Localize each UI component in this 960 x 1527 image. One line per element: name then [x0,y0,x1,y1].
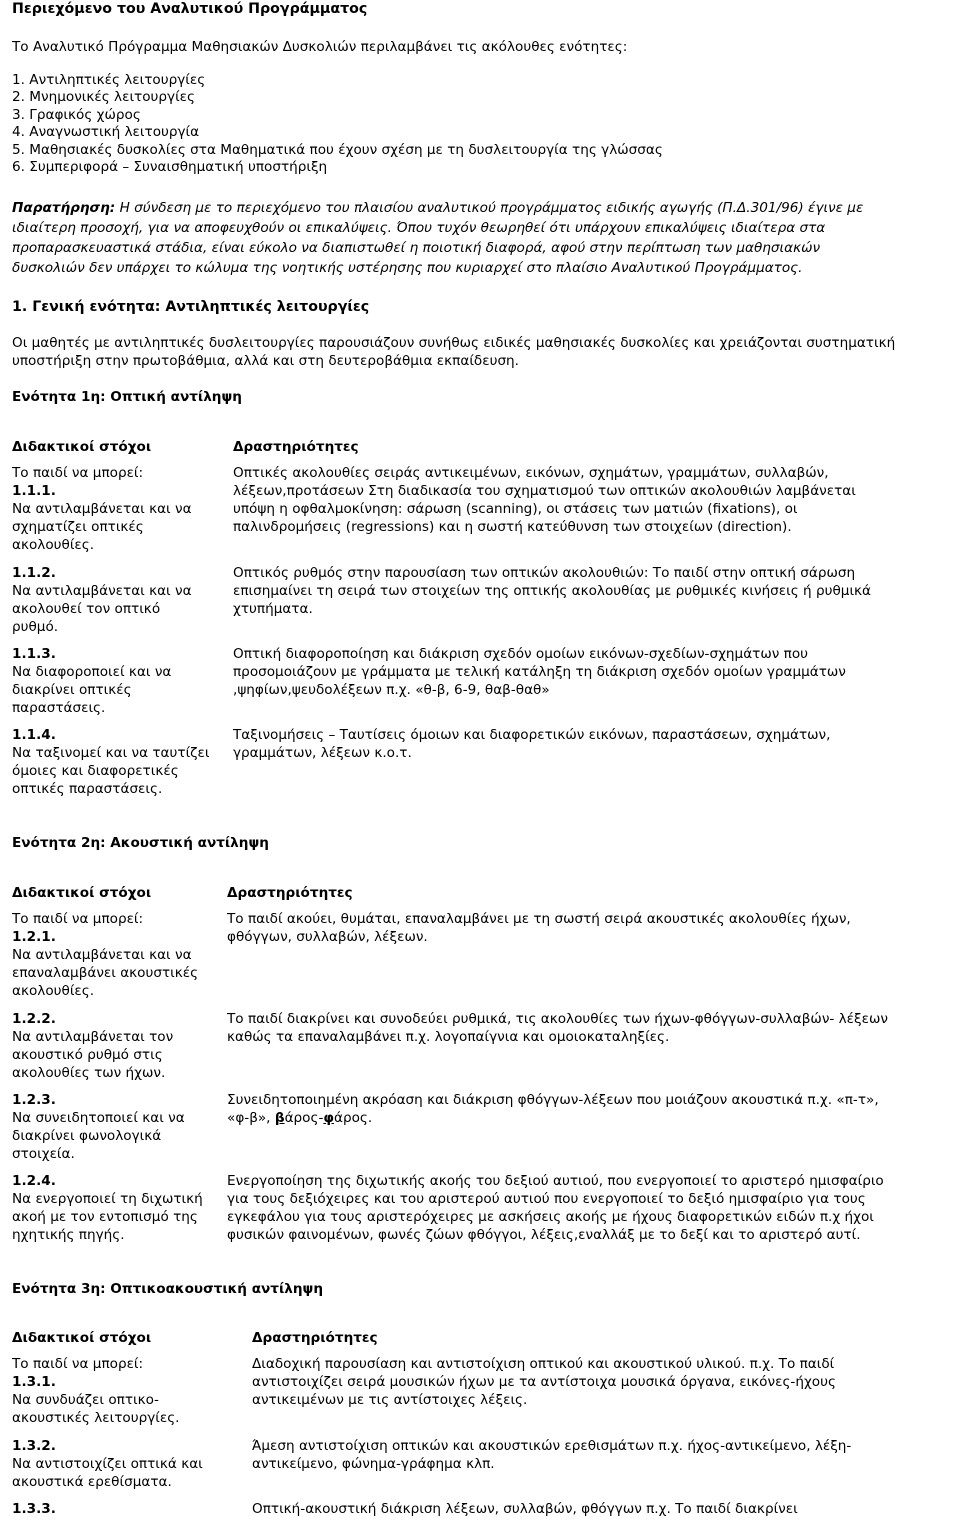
activity-cell [227,1010,952,1046]
goal-line: Να αντιλαμβάνεται τον [12,1029,174,1045]
goal-cell [12,564,222,636]
activity-line: επισημαίνει τη σειρά των στοιχείων της οπτικής ακολουθίας με ρυθμικές κινήσεις ή ρυθμικά [233,583,872,599]
goal-id: 1.2.1. [12,929,56,945]
goal-line: όμοιες και διαφορετικές [12,763,179,779]
activity-line: Οπτικός ρυθμός στην παρουσίαση των οπτικών ακολουθιών: Το παιδί στην οπτική σάρωση [233,565,856,581]
activity-line: Το παιδί διακρίνει και συνοδεύει ρυθμικά, τις ακολουθίες των ήχων-φθόγγων-συλλαβών- λέξεων [227,1011,888,1027]
activity-cell [252,1355,952,1409]
goal-cell [12,1091,217,1163]
goal-line: ακολουθίες. [12,537,95,553]
paragraph-line: υποστήριξη στην πρωτοβάθμια, αλλά και στη δευτεροβάθμια εκπαίδευση. [12,353,519,369]
goal-cell [12,645,222,717]
unit-heading: Ενότητα 1η: Οπτική αντίληψη [12,389,242,405]
activity-cell [233,726,948,762]
goal-line: διακρίνει οπτικές [12,682,132,698]
toc-list [12,72,663,176]
activity-line: Το παιδί ακούει, θυμάται, επαναλαμβάνει με τη σωστή σειρά ακουστικές ακολουθίες ήχων, [227,911,851,927]
note-line: ιδιαίτερη προσοχή, για να αποφευχθούν οι επικαλύψεις. Όπου τυχόν θεωρηθεί ότι υπάρχουν επικαλύψεις ιδιαίτερα στα [12,220,826,236]
goal-line: Το παιδί να μπορεί: [12,465,144,481]
goal-line: οπτικές παραστάσεις. [12,781,163,797]
goal-id: 1.3.2. [12,1438,56,1454]
goal-line: σχηματίζει οπτικές [12,519,144,535]
goal-line: Να ταξινομεί και να ταυτίζει [12,745,210,761]
activity-line: γραμμάτων, λέξεων κ.ο.τ. [233,745,412,761]
goals-column-header: Διδακτικοί στόχοι [12,439,152,455]
goal-cell [12,1500,242,1518]
goal-line: διακρίνει φωνολογικά [12,1128,162,1144]
activity-line: λέξεων,προτάσεων Στη διαδικασία του σχηματισμού των οπτικών ακολουθιών λαμβάνεται [233,483,856,499]
activity-line: Ταξινομήσεις – Ταυτίσεις όμοιων και διαφορετικών εικόνων, παραστάσεων, σχημάτων, [233,727,831,743]
goal-line: Να συνειδητοποιεί και να [12,1110,185,1126]
goal-cell [12,1010,217,1082]
note-line [12,198,942,218]
activity-line: υπόψη η οφθαλμοκίνηση: σάρωση (scanning), οι στάσεις των ματιών (fixations), οι [233,501,798,517]
toc-item: 5. Μαθησιακές δυσκολίες στα Μαθηματικά που έχουν σχέση με τη δυσλειτουργία της γλώσσας [12,141,663,158]
toc-item: 2. Μνημονικές λειτουργίες [12,89,196,106]
toc-item: 1. Αντιληπτικές λειτουργίες [12,72,206,88]
goal-line: Να συνδυάζει οπτικο- [12,1392,159,1408]
activity-cell [233,564,948,618]
activity-line: αντικειμένων με τις αντίστοιχες λέξεις. [252,1392,528,1408]
goal-id: 1.1.1. [12,483,56,499]
activity-line: Συνειδητοποιημένη ακρόαση και διάκριση φθόγγων-λέξεων που μοιάζουν ακουστικά π.χ. «π-τ», [227,1092,879,1108]
activity-cell [252,1500,952,1518]
goal-line: ακολουθίες. [12,983,95,999]
goal-line: ηχητικής πηγής. [12,1227,125,1243]
activity-line: εγκεφάλου για τους αριστερόχειρες με ασκήσεις ακοής με ήχους διαφορετικών ειδών π.χ ήχοι [227,1209,874,1225]
activity-line: για τους δεξιόχειρες και του αριστερού αυτιού που ενεργοποιεί το δεξιό ημισφαίριο για τους [227,1191,866,1207]
activity-line: αντικείμενο, φώνημα-γράφημα κλπ. [252,1456,495,1472]
goal-cell [12,1172,217,1244]
goals-column-header: Διδακτικοί στόχοι [12,1330,152,1346]
goal-line: Το παιδί να μπορεί: [12,911,144,927]
activity-line: φθόγγων, συλλαβών, λέξεων. [227,929,428,945]
toc-item: 4. Αναγνωστική λειτουργία [12,124,200,141]
activity-line: Διαδοχική παρουσίαση και αντιστοίχιση οπτικού και ακουστικού υλικού. π.χ. Το παιδί [252,1356,835,1372]
highlight-letter: β [274,1110,285,1126]
goal-cell [12,910,217,1000]
goal-id: 1.2.4. [12,1173,56,1189]
goal-id: 1.1.2. [12,565,56,581]
goal-line: παραστάσεις. [12,700,106,716]
activity-line: χτυπήματα. [233,601,313,617]
activity-line: προσομοιάζουν με γράμματα με τελική κατάληξη τη διάκριση σχεδόν ομοίων γραμμάτων [233,664,846,680]
section-heading: 1. Γενική ενότητα: Αντιληπτικές λειτουργίες [12,299,370,315]
toc-item: 6. Συμπεριφορά – Συναισθηματική υποστήριξη [12,158,328,175]
activity-cell [233,464,948,536]
goal-line: ακολουθεί τον οπτικό [12,601,161,617]
toc-item: 3. Γραφικός χώρος [12,106,141,123]
goal-id: 1.3.3. [12,1501,56,1517]
goal-id: 1.1.3. [12,646,56,662]
goal-line: ακουστικό ρυθμό στις [12,1047,163,1063]
goal-id: 1.1.4. [12,727,56,743]
activities-column-header: Δραστηριότητες [252,1330,378,1346]
goal-cell [12,464,222,554]
activity-line: Άμεση αντιστοίχιση οπτικών και ακουστικών ερεθισμάτων π.χ. ήχος-αντικείμενο, λέξη- [252,1438,852,1454]
activity-text: άρος- [284,1110,324,1126]
goal-id: 1.3.1. [12,1374,56,1390]
unit-heading: Ενότητα 2η: Ακουστική αντίληψη [12,835,269,851]
goal-line: Να αντιστοιχίζει οπτικά και [12,1456,203,1472]
goal-cell [12,726,222,798]
goal-line: ακουστικά ερεθίσματα. [12,1474,172,1490]
activity-text: «φ-β», [227,1110,275,1126]
activity-line: καθώς τα επαναλαμβάνει π.χ. λογοπαίγνια και ομοιοκαταληξίες. [227,1029,670,1045]
goal-line: Να αντιλαμβάνεται και να [12,501,192,517]
activity-cell [252,1437,952,1473]
activity-line: αντιστοιχίζει σειρά μουσικών ήχων με τα αντίστοιχα μουσικά όργανα, εικόνες-ήχους [252,1374,836,1390]
goal-cell [12,1437,242,1491]
goal-line: Να ενεργοποιεί τη διχωτική [12,1191,203,1207]
activity-line [227,1109,952,1127]
goal-line: ρυθμό. [12,619,59,635]
page-title: Περιεχόμενο του Αναλυτικού Προγράμματος [12,1,368,17]
note-block [12,198,942,278]
activity-cell [227,1091,952,1127]
goal-line: Να αντιλαμβάνεται και να [12,947,192,963]
activity-cell [227,910,952,946]
activities-column-header: Δραστηριότητες [233,439,359,455]
goal-line: ακουστικές λειτουργίες. [12,1410,180,1426]
goals-column-header: Διδακτικοί στόχοι [12,885,152,901]
note-label: Παρατήρηση: [12,200,116,216]
intro-text: Το Αναλυτικό Πρόγραμμα Μαθησιακών Δυσκολιών περιλαμβάνει τις ακόλουθες ενότητες: [12,39,628,55]
activity-cell [233,645,948,699]
unit-heading: Ενότητα 3η: Οπτικοακουστική αντίληψη [12,1281,324,1297]
activity-line: Οπτική-ακουστική διάκριση λέξεων, συλλαβών, φθόγγων π.χ. Το παιδί διακρίνει [252,1501,798,1517]
activity-line: ,ψηφίων,ψευδολέξεων π.χ. «θ-β, 6-9, θαβ-θαθ» [233,682,550,698]
note-line: προπαρασκευαστικά στάδια, είναι εύκολο να διαπιστωθεί η ποιοτική διαφορά, αφού στην περίπτωση των μαθησιακών [12,240,821,256]
goal-line: Να διαφοροποιεί και να [12,664,172,680]
goal-id: 1.2.2. [12,1011,56,1027]
goal-line: επαναλαμβάνει ακουστικές [12,965,199,981]
activity-line: Οπτικές ακολουθίες σειράς αντικειμένων, εικόνων, σχημάτων, γραμμάτων, συλλαβών, [233,465,829,481]
activity-line: Οπτική διαφοροποίηση και διάκριση σχεδόν ομοίων εικόνων-σχεδίων-σχημάτων που [233,646,809,662]
note-line: δυσκολιών δεν υπάρχει το κώλυμα της νοητικής υστέρησης που κυριαρχεί στο πλαίσιο Αναλυτικού Προγράμματος. [12,260,803,276]
activities-column-header: Δραστηριότητες [227,885,353,901]
goal-line: Το παιδί να μπορεί: [12,1356,144,1372]
goal-line: ακοή με τον εντοπισμό της [12,1209,198,1225]
goal-cell [12,1355,242,1427]
activity-line: φυσικών φαινομένων, φωνές ζώων φθόγγοι, λέξεις,εναλλάξ με το δεξί και το αριστερό αυτί. [227,1227,861,1243]
note-text: Η σύνδεση με το περιεχόμενο του πλαισίου αναλυτικού προγράμματος ειδικής αγωγής (Π.Δ.301/96) έγινε με [119,200,864,216]
highlight-letter: φ [323,1110,334,1126]
activity-line: Ενεργοποίηση της διχωτικής ακοής του δεξιού αυτιού, που ενεργοποιεί το αριστερό ημισφαίριο [227,1173,884,1189]
section-paragraph [12,334,952,370]
goal-line: στοιχεία. [12,1146,75,1162]
goal-line: ακολουθίες των ήχων. [12,1065,166,1081]
activity-text: άρος. [334,1110,373,1126]
activity-cell [227,1172,952,1244]
activity-line: παλινδρομήσεις (regressions) και η σωστή κατεύθυνση των στοιχείων (direction). [233,519,792,535]
paragraph-line: Οι μαθητές με αντιληπτικές δυσλειτουργίες παρουσιάζουν συνήθως ειδικές μαθησιακές δυσκολίες και χρειάζονται συστηματική [12,335,896,351]
goal-line: Να αντιλαμβάνεται και να [12,583,192,599]
goal-id: 1.2.3. [12,1092,56,1108]
